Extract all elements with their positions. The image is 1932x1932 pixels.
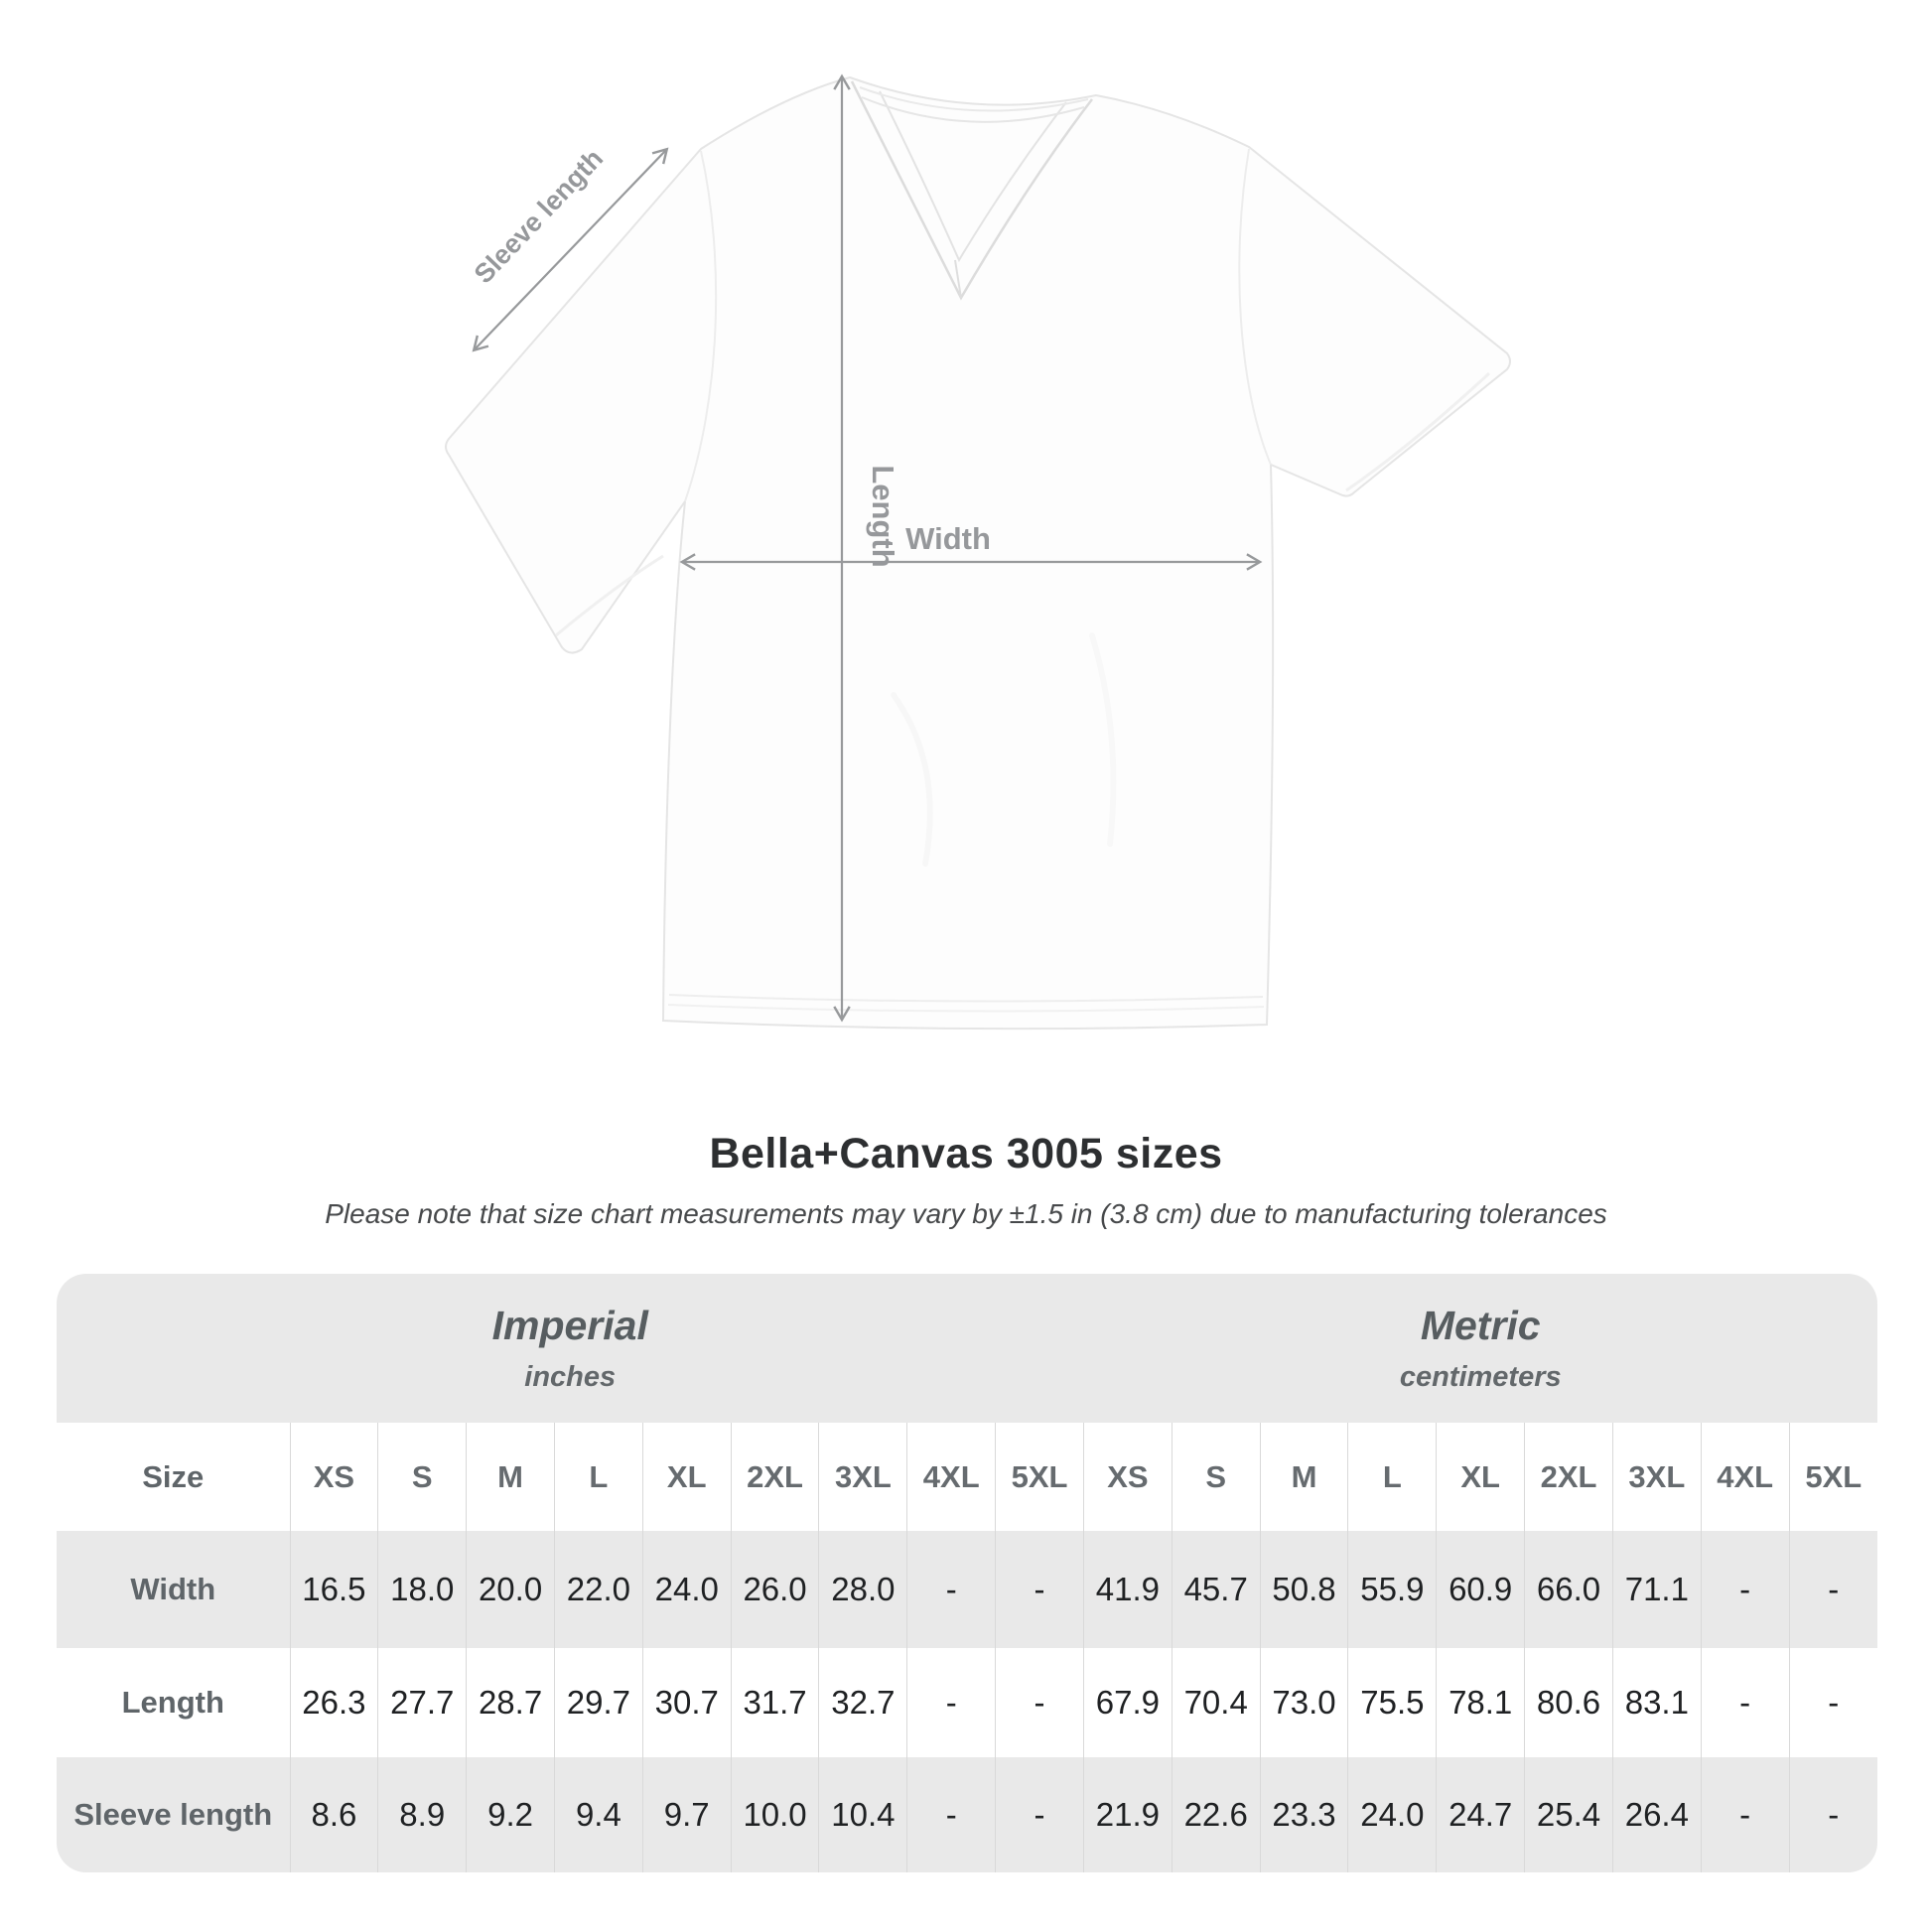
value-cell: 73.0 [1260,1648,1348,1757]
metric-unit: centimeters [1399,1361,1562,1393]
size-col-header: 3XL [819,1423,907,1531]
value-cell: 41.9 [1083,1531,1172,1648]
value-cell: 10.4 [819,1757,907,1872]
value-cell: 83.1 [1612,1648,1701,1757]
value-cell: 71.1 [1612,1531,1701,1648]
value-cell: 24.0 [642,1531,731,1648]
value-cell: 23.3 [1260,1757,1348,1872]
value-cell: 50.8 [1260,1531,1348,1648]
value-cell: 9.2 [467,1757,555,1872]
value-cell: 26.4 [1612,1757,1701,1872]
length-label: Length [866,465,900,568]
value-cell: 30.7 [642,1648,731,1757]
value-cell: - [996,1531,1084,1648]
value-cell: 27.7 [378,1648,467,1757]
value-cell: 26.3 [290,1648,378,1757]
value-cell: 60.9 [1437,1531,1525,1648]
value-cell: - [907,1531,996,1648]
value-cell: - [1701,1757,1789,1872]
value-cell: 75.5 [1348,1648,1437,1757]
value-cell: - [996,1757,1084,1872]
value-cell: 8.6 [290,1757,378,1872]
value-cell: 9.4 [554,1757,642,1872]
value-cell: - [1789,1648,1877,1757]
size-col-header: S [1172,1423,1260,1531]
size-column-title: Size [142,1458,205,1494]
value-cell: 21.9 [1083,1757,1172,1872]
value-cell: 22.6 [1172,1757,1260,1872]
size-col-header: 2XL [1525,1423,1613,1531]
title-block [0,1130,1932,1230]
value-cell: - [907,1648,996,1757]
value-cell: 32.7 [819,1648,907,1757]
unit-group-header-row [57,1274,1877,1423]
size-header-row [57,1423,1877,1531]
value-cell: 28.7 [467,1648,555,1757]
imperial-label: Imperial [491,1303,648,1348]
size-col-header: XS [1083,1423,1172,1531]
page-title: Bella+Canvas 3005 sizes [709,1130,1223,1177]
value-cell: 16.5 [290,1531,378,1648]
value-cell: 22.0 [554,1531,642,1648]
value-cell: 55.9 [1348,1531,1437,1648]
size-col-header: XL [642,1423,731,1531]
size-col-header: 2XL [731,1423,819,1531]
row-label: Sleeve length [73,1797,273,1832]
value-cell: - [1701,1531,1789,1648]
size-col-header: M [467,1423,555,1531]
value-cell: 80.6 [1525,1648,1613,1757]
value-cell: 26.0 [731,1531,819,1648]
value-cell: 10.0 [731,1757,819,1872]
value-cell: 25.4 [1525,1757,1613,1872]
value-cell: - [996,1648,1084,1757]
size-col-header: 5XL [1789,1423,1877,1531]
value-cell: 9.7 [642,1757,731,1872]
tolerance-note: Please note that size chart measurements may vary by ±1.5 in (3.8 cm) due to manufacturing tolerances [325,1198,1607,1229]
sleeve-length-row [57,1757,1877,1872]
value-cell: 70.4 [1172,1648,1260,1757]
size-table-container [57,1274,1877,1872]
value-cell: 18.0 [378,1531,467,1648]
imperial-unit: inches [524,1361,617,1393]
value-cell: 24.0 [1348,1757,1437,1872]
width-row [57,1531,1877,1648]
width-label: Width [905,521,991,556]
size-col-header: 5XL [996,1423,1084,1531]
size-col-header: M [1260,1423,1348,1531]
size-table [57,1274,1877,1872]
size-col-header: XL [1437,1423,1525,1531]
value-cell: 24.7 [1437,1757,1525,1872]
value-cell: 45.7 [1172,1531,1260,1648]
sleeve-length-label: Sleeve length [468,143,610,290]
value-cell: 8.9 [378,1757,467,1872]
size-col-header: S [378,1423,467,1531]
metric-group-header [1083,1274,1877,1423]
value-cell: - [1789,1757,1877,1872]
size-col-header: 4XL [907,1423,996,1531]
value-cell: - [1789,1531,1877,1648]
value-cell: - [907,1757,996,1872]
value-cell: 31.7 [731,1648,819,1757]
imperial-group-header [57,1274,1083,1423]
row-label: Width [130,1572,216,1606]
value-cell: 78.1 [1437,1648,1525,1757]
metric-label: Metric [1420,1303,1541,1348]
value-cell: - [1701,1648,1789,1757]
row-label: Length [121,1685,224,1720]
value-cell: 28.0 [819,1531,907,1648]
value-cell: 67.9 [1083,1648,1172,1757]
size-col-header: L [1348,1423,1437,1531]
size-col-header: L [554,1423,642,1531]
length-row [57,1648,1877,1757]
value-cell: 20.0 [467,1531,555,1648]
size-col-header: 4XL [1701,1423,1789,1531]
value-cell: 66.0 [1525,1531,1613,1648]
size-col-header: XS [290,1423,378,1531]
size-col-header: 3XL [1612,1423,1701,1531]
value-cell: 29.7 [554,1648,642,1757]
